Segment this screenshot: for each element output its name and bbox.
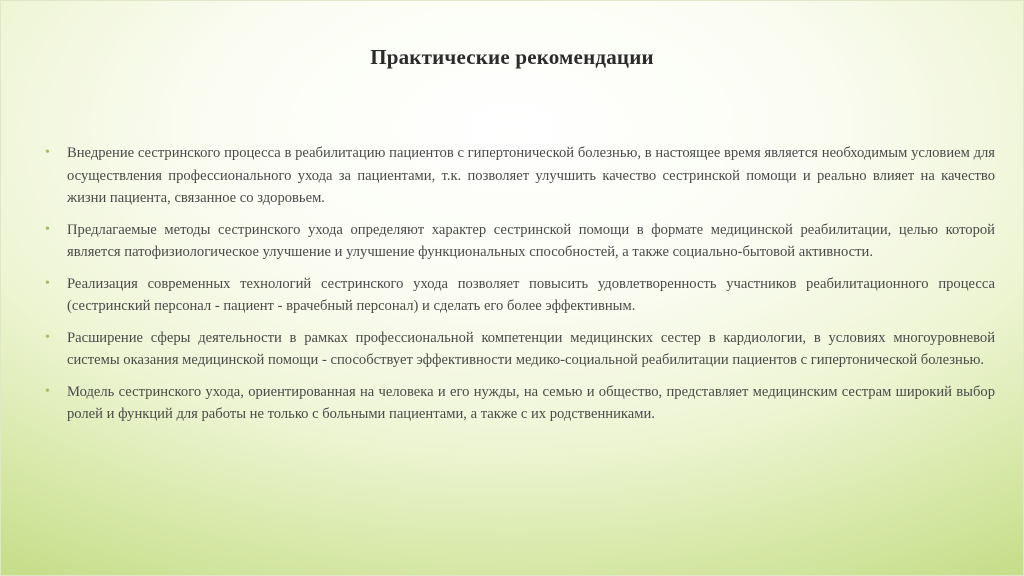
list-item bbox=[45, 273, 995, 318]
list-item-text: Расширение сферы деятельности в рамках профессиональной компетенции медицинских сестер в кардиологии, в условиях многоуровневой системы оказания медицинской помощи - способствует эффективности медико-социальной реабилитации пациентов с гипертонической болезнью. bbox=[67, 329, 995, 368]
list-item-text: Реализация современных технологий сестринского ухода позволяет повысить удовлетворенность участников реабилитационного процесса (сестринский персонал - пациент - врачебный персонал) и сделать его более эффективным. bbox=[67, 275, 995, 314]
list-item-text: Предлагаемые методы сестринского ухода определяют характер сестринской помощи в формате медицинской реабилитации, целью которой является патофизиологическое улучшение и улучшение функциональных способностей, а также социально-бытовой активности. bbox=[67, 221, 995, 260]
bullet-icon: • bbox=[45, 329, 50, 345]
bullet-icon: • bbox=[45, 221, 50, 237]
bullet-list bbox=[45, 142, 995, 435]
slide-title: Практические рекомендации bbox=[370, 45, 654, 69]
bullet-icon: • bbox=[45, 145, 50, 160]
list-item bbox=[45, 327, 995, 372]
list-item-text: Внедрение сестринского процесса в реабилитацию пациентов с гипертонической болезнью, в настоящее время является необходимым условием для осуществления профессионального ухода за пациентами, т.к. позволяет улучшить качество сестринской помощи и реально влияет на качество жизни пациента, связанное со здоровьем. bbox=[67, 145, 995, 206]
bullet-icon: • bbox=[45, 275, 50, 291]
list-item bbox=[45, 381, 995, 426]
list-item bbox=[45, 142, 995, 210]
list-item-text: Модель сестринского ухода, ориентированная на человека и его нужды, на семью и общество, представляет медицинским сестрам широкий выбор ролей и функций для работы не только с больными пациентами, а также с их родственниками. bbox=[67, 383, 995, 422]
list-item bbox=[45, 219, 995, 264]
bullet-icon: • bbox=[45, 383, 50, 399]
